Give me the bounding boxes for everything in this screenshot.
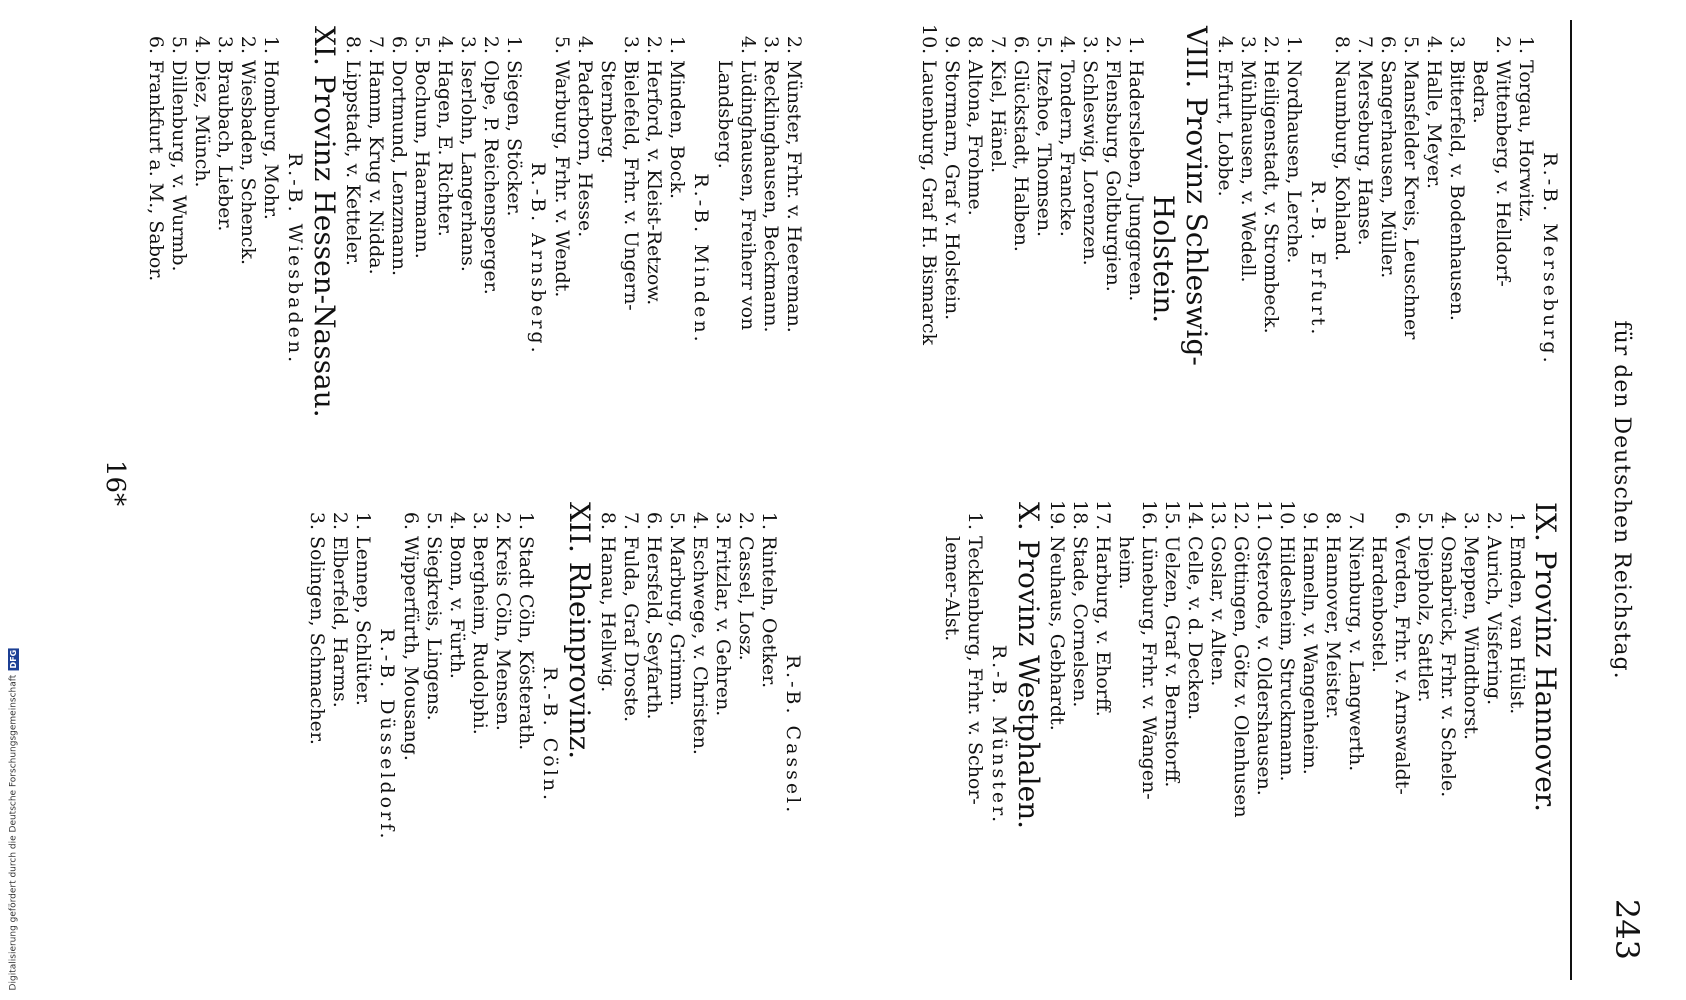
item-text: Neuhaus, Gebhardt.: [1046, 536, 1068, 731]
item-text: Verden, Frhr. v. Arnswaldt-: [1391, 536, 1413, 795]
item-text: Hagen, E. Richter.: [434, 60, 456, 237]
item-text: Erfurt, Lobbe.: [1214, 60, 1236, 197]
list-item-continuation: Landsberg.: [714, 60, 736, 169]
list-item: [1009, 24, 1032, 494]
list-item: [456, 24, 479, 494]
list-item: [665, 24, 688, 494]
header-rule: [1570, 20, 1572, 980]
list-item-continuation: heim.: [1115, 536, 1137, 590]
list-item: [1353, 24, 1376, 494]
item-text: Altona, Frohme.: [964, 60, 986, 216]
item-number: 17.: [1092, 500, 1114, 531]
item-text: Kreis Cöln, Mensen.: [492, 536, 514, 731]
item-number: 5.: [411, 35, 433, 54]
item-text: Hersfeld, Seyfarth.: [643, 536, 665, 720]
item-number: 10.: [918, 24, 940, 55]
list-item: [642, 500, 665, 970]
item-number: 6.: [400, 511, 422, 530]
digitization-note: Digitalisierung gefördert durch die Deutsche Forschungsgemeinschaft: [8, 674, 18, 990]
item-text: Itzehoe, Thomsen.: [1033, 60, 1055, 238]
item-number: 8.: [1322, 511, 1344, 530]
item-number: 2.: [1102, 35, 1124, 54]
item-number: 7.: [987, 35, 1009, 54]
item-text: Fritzlar, v. Gehren.: [712, 536, 734, 717]
item-text: Warburg, Frhr. v. Wendt.: [551, 60, 573, 298]
list-item: [573, 24, 596, 494]
item-text: Harburg, v. Ehorff.: [1092, 536, 1114, 717]
item-number: 3.: [712, 511, 734, 530]
item-text: Fulda, Graf Droste.: [620, 536, 642, 723]
item-number: 8.: [1331, 35, 1353, 54]
item-number: 9.: [1299, 511, 1321, 530]
item-text: Uelzen, Graf v. Bernstorff.: [1161, 536, 1183, 788]
item-number: 16.: [1138, 500, 1160, 531]
item-number: 6.: [1391, 511, 1413, 530]
item-number: 4.: [574, 35, 596, 54]
list-item: [734, 500, 757, 970]
list-item: [213, 24, 236, 494]
item-text: Mansfelder Kreis, Leuschner: [1400, 60, 1422, 340]
item-number: 3.: [457, 35, 479, 54]
column: [305, 500, 805, 970]
page-number: 243: [1608, 898, 1646, 960]
list-item: [1376, 24, 1399, 494]
list-item: [550, 24, 573, 494]
item-number: 3.: [214, 35, 236, 54]
district-heading: R.-B. Arnsberg.: [527, 162, 549, 356]
item-text: Hildesheim, Struckmann.: [1276, 536, 1298, 782]
item-text: Rinteln, Oetker.: [758, 536, 780, 689]
column: [144, 24, 805, 494]
item-number: 11.: [1253, 500, 1275, 531]
list-item: [422, 500, 445, 970]
list-item: [665, 500, 688, 970]
item-number: 6.: [145, 35, 167, 54]
item-text: Stormarn, Graf v. Holstein.: [941, 60, 963, 321]
list-item: [711, 500, 734, 970]
item-text: Tecklenburg, Frhr. v. Schor-: [964, 536, 986, 805]
item-number: 7.: [1354, 35, 1376, 54]
item-text: Hanau, Hellwig.: [597, 536, 619, 693]
item-text: Glückstadt, Halben.: [1010, 60, 1032, 252]
province-heading: VIII. Provinz Schleswig-: [1180, 26, 1213, 366]
list-item: [1298, 500, 1321, 970]
item-number: 4.: [446, 511, 468, 530]
list-item-continuation: Hardenbostel.: [1368, 536, 1390, 673]
list-item: [468, 500, 491, 970]
list-item: [619, 500, 642, 970]
list-item: [514, 500, 537, 970]
item-number: 8.: [342, 35, 364, 54]
list-item: [328, 500, 351, 970]
list-item: [1091, 500, 1114, 970]
item-text: Frankfurt a. M., Sabor.: [145, 60, 167, 282]
item-text: Emden, van Hülst.: [1506, 536, 1528, 715]
lower-half: [65, 10, 805, 990]
list-item-continuation: lemer-Alst.: [941, 536, 963, 642]
list-item: [236, 24, 259, 494]
item-text: Siegen, Stöcker.: [503, 60, 525, 217]
item-number: 5.: [1033, 35, 1055, 54]
item-text: Lippstadt, v. Ketteler.: [342, 60, 364, 266]
item-number: 5.: [551, 35, 573, 54]
item-text: Bonn, v. Fürth.: [446, 536, 468, 679]
list-item: [341, 24, 364, 494]
item-number: 8.: [597, 511, 619, 530]
item-text: Dortmund, Lenzmann.: [388, 60, 410, 277]
province-heading: IX. Provinz Hannover.: [1529, 502, 1562, 812]
list-item: [1330, 24, 1353, 494]
item-text: Paderborn, Hesse.: [574, 60, 596, 238]
item-number: 1.: [1506, 511, 1528, 530]
list-item: [940, 24, 963, 494]
item-text: Wiesbaden, Schenck.: [237, 60, 259, 266]
province-heading: XI. Provinz Hessen-Nassau.: [308, 26, 341, 418]
item-number: 1.: [352, 511, 374, 530]
document-page: [50, 10, 1650, 990]
item-text: Osnabrück, Frhr. v. Schele.: [1437, 536, 1459, 798]
item-text: Diepholz, Sattler.: [1414, 536, 1436, 703]
item-text: Heiligenstadt, v. Strombeck.: [1260, 60, 1282, 334]
list-item: [1236, 24, 1259, 494]
item-text: Mühlhausen, v. Wedell.: [1237, 60, 1259, 283]
district-heading: R.-B. Cassel.: [782, 654, 804, 816]
item-number: 10.: [1276, 500, 1298, 531]
list-item: [1491, 24, 1514, 494]
item-number: 2.: [1483, 511, 1505, 530]
list-item: [1229, 500, 1252, 970]
item-number: 5.: [666, 511, 688, 530]
item-text: Sangerhausen, Müller.: [1377, 60, 1399, 279]
list-item: [387, 24, 410, 494]
item-number: 4.: [1437, 511, 1459, 530]
list-item-continuation: Bedra.: [1469, 60, 1491, 124]
list-item: [1422, 24, 1445, 494]
item-number: 8.: [964, 35, 986, 54]
item-text: Lauenburg, Graf H. Bismarck: [918, 60, 940, 346]
list-item: [1505, 500, 1528, 970]
province-heading: XII. Rheinprovinz.: [563, 502, 596, 760]
list-item: [445, 500, 468, 970]
item-number: 4.: [191, 35, 213, 54]
list-item: [1459, 500, 1482, 970]
item-number: 1.: [964, 511, 986, 530]
item-number: 3.: [1446, 35, 1468, 54]
list-item: [1436, 500, 1459, 970]
item-text: Cassel, Losz.: [735, 536, 757, 661]
item-text: Celle, v. d. Decken.: [1184, 536, 1206, 721]
list-item: [619, 24, 642, 494]
item-number: 2.: [783, 35, 805, 54]
item-text: Lennep, Schlüter.: [352, 536, 374, 706]
list-item: [305, 500, 328, 970]
item-text: Diez, Münch.: [191, 60, 213, 188]
list-item: [986, 24, 1009, 494]
list-item: [1413, 500, 1436, 970]
list-item: [351, 500, 374, 970]
running-title: für den Deutschen Reichstag.: [1609, 320, 1634, 680]
item-text: Dillenburg, v. Wurmb.: [168, 60, 190, 272]
item-number: 5.: [168, 35, 190, 54]
list-item: [1137, 500, 1160, 970]
item-text: Torgau, Horwitz.: [1515, 60, 1537, 223]
item-text: Nienburg, v. Langwerth.: [1345, 536, 1367, 772]
province-heading: X. Provinz Westphalen.: [1012, 502, 1045, 830]
item-number: 2.: [1492, 35, 1514, 54]
item-text: Nordhausen, Lerche.: [1283, 60, 1305, 264]
item-number: 2.: [237, 35, 259, 54]
item-text: Braubach, Lieber.: [214, 60, 236, 232]
item-text: Recklinghausen, Beckmann.: [760, 60, 782, 333]
item-number: 3.: [469, 511, 491, 530]
item-text: Meppen, Windthorst.: [1460, 536, 1482, 741]
district-heading: R.-B. Cöln.: [539, 666, 561, 804]
item-number: 9.: [941, 35, 963, 54]
item-text: Hadersleben, Junggreen.: [1125, 60, 1147, 302]
item-number: 5.: [423, 511, 445, 530]
item-text: Olpe, P. Reichensperger.: [480, 60, 502, 295]
item-number: 3.: [306, 511, 328, 530]
list-item: [1445, 24, 1468, 494]
list-item: [1514, 24, 1537, 494]
list-item: [502, 24, 525, 494]
district-heading: R.-B. Erfurt.: [1307, 180, 1329, 338]
item-number: 4.: [1056, 35, 1078, 54]
item-text: Schleswig, Lorenzen.: [1079, 60, 1101, 266]
item-number: 1.: [1125, 35, 1147, 54]
list-item: [1160, 500, 1183, 970]
item-number: 1.: [503, 35, 525, 54]
item-number: 3.: [760, 35, 782, 54]
list-item: [1252, 500, 1275, 970]
list-item: [1183, 500, 1206, 970]
item-text: Herford, v. Kleist-Retzow.: [643, 60, 665, 306]
district-heading: R.-B. Wiesbaden.: [284, 152, 306, 366]
list-item: [596, 500, 619, 970]
list-item: [259, 24, 282, 494]
list-item: [1101, 24, 1124, 494]
item-number: 6.: [388, 35, 410, 54]
item-text: Göttingen, Götz v. Olenhusen: [1230, 536, 1252, 818]
list-item: [399, 500, 422, 970]
item-number: 2.: [492, 511, 514, 530]
column: [917, 24, 1562, 494]
item-text: Münster, Frhr. v. Heereman.: [783, 60, 805, 333]
item-text: Bergheim, Rudolphi.: [469, 536, 491, 735]
item-number: 4.: [1214, 35, 1236, 54]
list-item: [757, 500, 780, 970]
item-text: Elberfeld, Harms.: [329, 536, 351, 708]
item-number: 14.: [1184, 500, 1206, 531]
list-item: [1282, 24, 1305, 494]
item-number: 1.: [260, 35, 282, 54]
item-number: 18.: [1069, 500, 1091, 531]
list-item: [1321, 500, 1344, 970]
column: [940, 500, 1562, 970]
item-number: 15.: [1161, 500, 1183, 531]
list-item: [736, 24, 759, 494]
item-number: 2.: [643, 35, 665, 54]
list-item: [491, 500, 514, 970]
list-item: [410, 24, 433, 494]
district-heading: R.-B. Merseburg.: [1539, 152, 1561, 366]
item-text: Stadt Cöln, Kösterath.: [515, 536, 537, 751]
item-text: Eschwege, v. Christen.: [689, 536, 711, 755]
list-item: [782, 24, 805, 494]
item-number: 4.: [737, 35, 759, 54]
item-number: 3.: [620, 35, 642, 54]
item-text: Flensburg, Goltburgien.: [1102, 60, 1124, 292]
list-item: [1390, 500, 1413, 970]
list-item: [1399, 24, 1422, 494]
item-text: Bielefeld, Frhr. v. Ungern-: [620, 60, 642, 311]
item-number: 5.: [1400, 35, 1422, 54]
item-text: Halle, Meyer.: [1423, 60, 1445, 190]
list-item: [1032, 24, 1055, 494]
item-number: 2.: [329, 511, 351, 530]
item-text: Siegkreis, Lingens.: [423, 536, 445, 721]
item-text: Goslar, v. Alten.: [1207, 536, 1229, 687]
item-number: 13.: [1207, 500, 1229, 531]
list-item: [433, 24, 456, 494]
item-number: 3.: [1460, 511, 1482, 530]
list-item: [190, 24, 213, 494]
item-text: Stade, Cornelsen.: [1069, 536, 1091, 708]
item-text: Wittenberg, v. Helldorf-: [1492, 60, 1514, 287]
item-number: 7.: [1345, 511, 1367, 530]
list-item: [1259, 24, 1282, 494]
item-number: 2.: [1260, 35, 1282, 54]
list-item-continuation: Sternberg.: [597, 60, 619, 164]
item-text: Aurich, Visfering.: [1483, 536, 1505, 706]
item-number: 1.: [758, 511, 780, 530]
list-item: [1068, 500, 1091, 970]
item-number: 19.: [1046, 500, 1068, 531]
item-text: Hannover, Meister.: [1322, 536, 1344, 720]
item-text: Homburg, Mohr.: [260, 60, 282, 220]
item-number: 2.: [735, 511, 757, 530]
item-text: Kiel, Hänel.: [987, 60, 1009, 174]
item-number: 4.: [689, 511, 711, 530]
province-heading-continuation: Holstein.: [1147, 194, 1180, 324]
item-number: 6.: [1377, 35, 1399, 54]
list-item: [144, 24, 167, 494]
item-number: 2.: [480, 35, 502, 54]
item-text: Solingen, Schmacher.: [306, 536, 328, 745]
list-item: [167, 24, 190, 494]
list-item: [364, 24, 387, 494]
item-number: 7.: [620, 511, 642, 530]
list-item: [1055, 24, 1078, 494]
list-item: [1275, 500, 1298, 970]
list-item: [1206, 500, 1229, 970]
item-number: 1.: [666, 35, 688, 54]
item-number: 5.: [1414, 511, 1436, 530]
list-item: [688, 500, 711, 970]
item-number: 3.: [1079, 35, 1101, 54]
district-heading: R.-B. Düsseldorf.: [376, 628, 398, 842]
item-number: 1.: [515, 511, 537, 530]
list-item: [759, 24, 782, 494]
item-number: 7.: [365, 35, 387, 54]
item-text: Bochum, Haarmann.: [411, 60, 433, 259]
digitization-strip: [2, 0, 24, 1000]
list-item: [917, 24, 940, 494]
item-text: Wipperfürth, Mousang.: [400, 536, 422, 761]
item-number: 3.: [1237, 35, 1259, 54]
list-item: [642, 24, 665, 494]
list-item: [479, 24, 502, 494]
item-number: 4.: [434, 35, 456, 54]
item-text: Bitterfeld, v. Bodenhausen.: [1446, 60, 1468, 321]
list-item: [963, 24, 986, 494]
district-heading: R.-B. Münster.: [988, 644, 1010, 826]
sheet-signature: 16*: [100, 460, 130, 507]
list-item: [1482, 500, 1505, 970]
list-item: [1344, 500, 1367, 970]
item-text: Marburg, Grimm.: [666, 536, 688, 706]
item-text: Hamm, Krug v. Nidda.: [365, 60, 387, 275]
item-text: Minden, Bock.: [666, 60, 688, 200]
upper-half: [797, 10, 1562, 990]
district-heading: R.-B. Minden.: [690, 173, 712, 345]
item-text: Lüneburg, Frhr. v. Wangen-: [1138, 536, 1160, 800]
item-text: Merseburg, Hanse.: [1354, 60, 1376, 246]
dfg-logo: DFG: [8, 649, 18, 669]
list-item: [1213, 24, 1236, 494]
item-number: 1.: [1515, 35, 1537, 54]
list-item: [963, 500, 986, 970]
item-number: 12.: [1230, 500, 1252, 531]
item-number: 1.: [1283, 35, 1305, 54]
item-number: 6.: [1010, 35, 1032, 54]
item-text: Osterode, v. Oldershausen.: [1253, 536, 1275, 796]
list-item: [1124, 24, 1147, 494]
item-text: Lüdinghausen, Freiherr von: [737, 60, 759, 331]
item-number: 4.: [1423, 35, 1445, 54]
item-number: 6.: [643, 511, 665, 530]
item-text: Hameln, v. Wangenheim.: [1299, 536, 1321, 775]
page-header: [1580, 10, 1650, 990]
list-item: [1045, 500, 1068, 970]
item-text: Tondern, Francke.: [1056, 60, 1078, 237]
item-text: Iserlohn, Langerhans.: [457, 60, 479, 272]
list-item: [1078, 24, 1101, 494]
item-text: Naumburg, Kohland.: [1331, 60, 1353, 262]
